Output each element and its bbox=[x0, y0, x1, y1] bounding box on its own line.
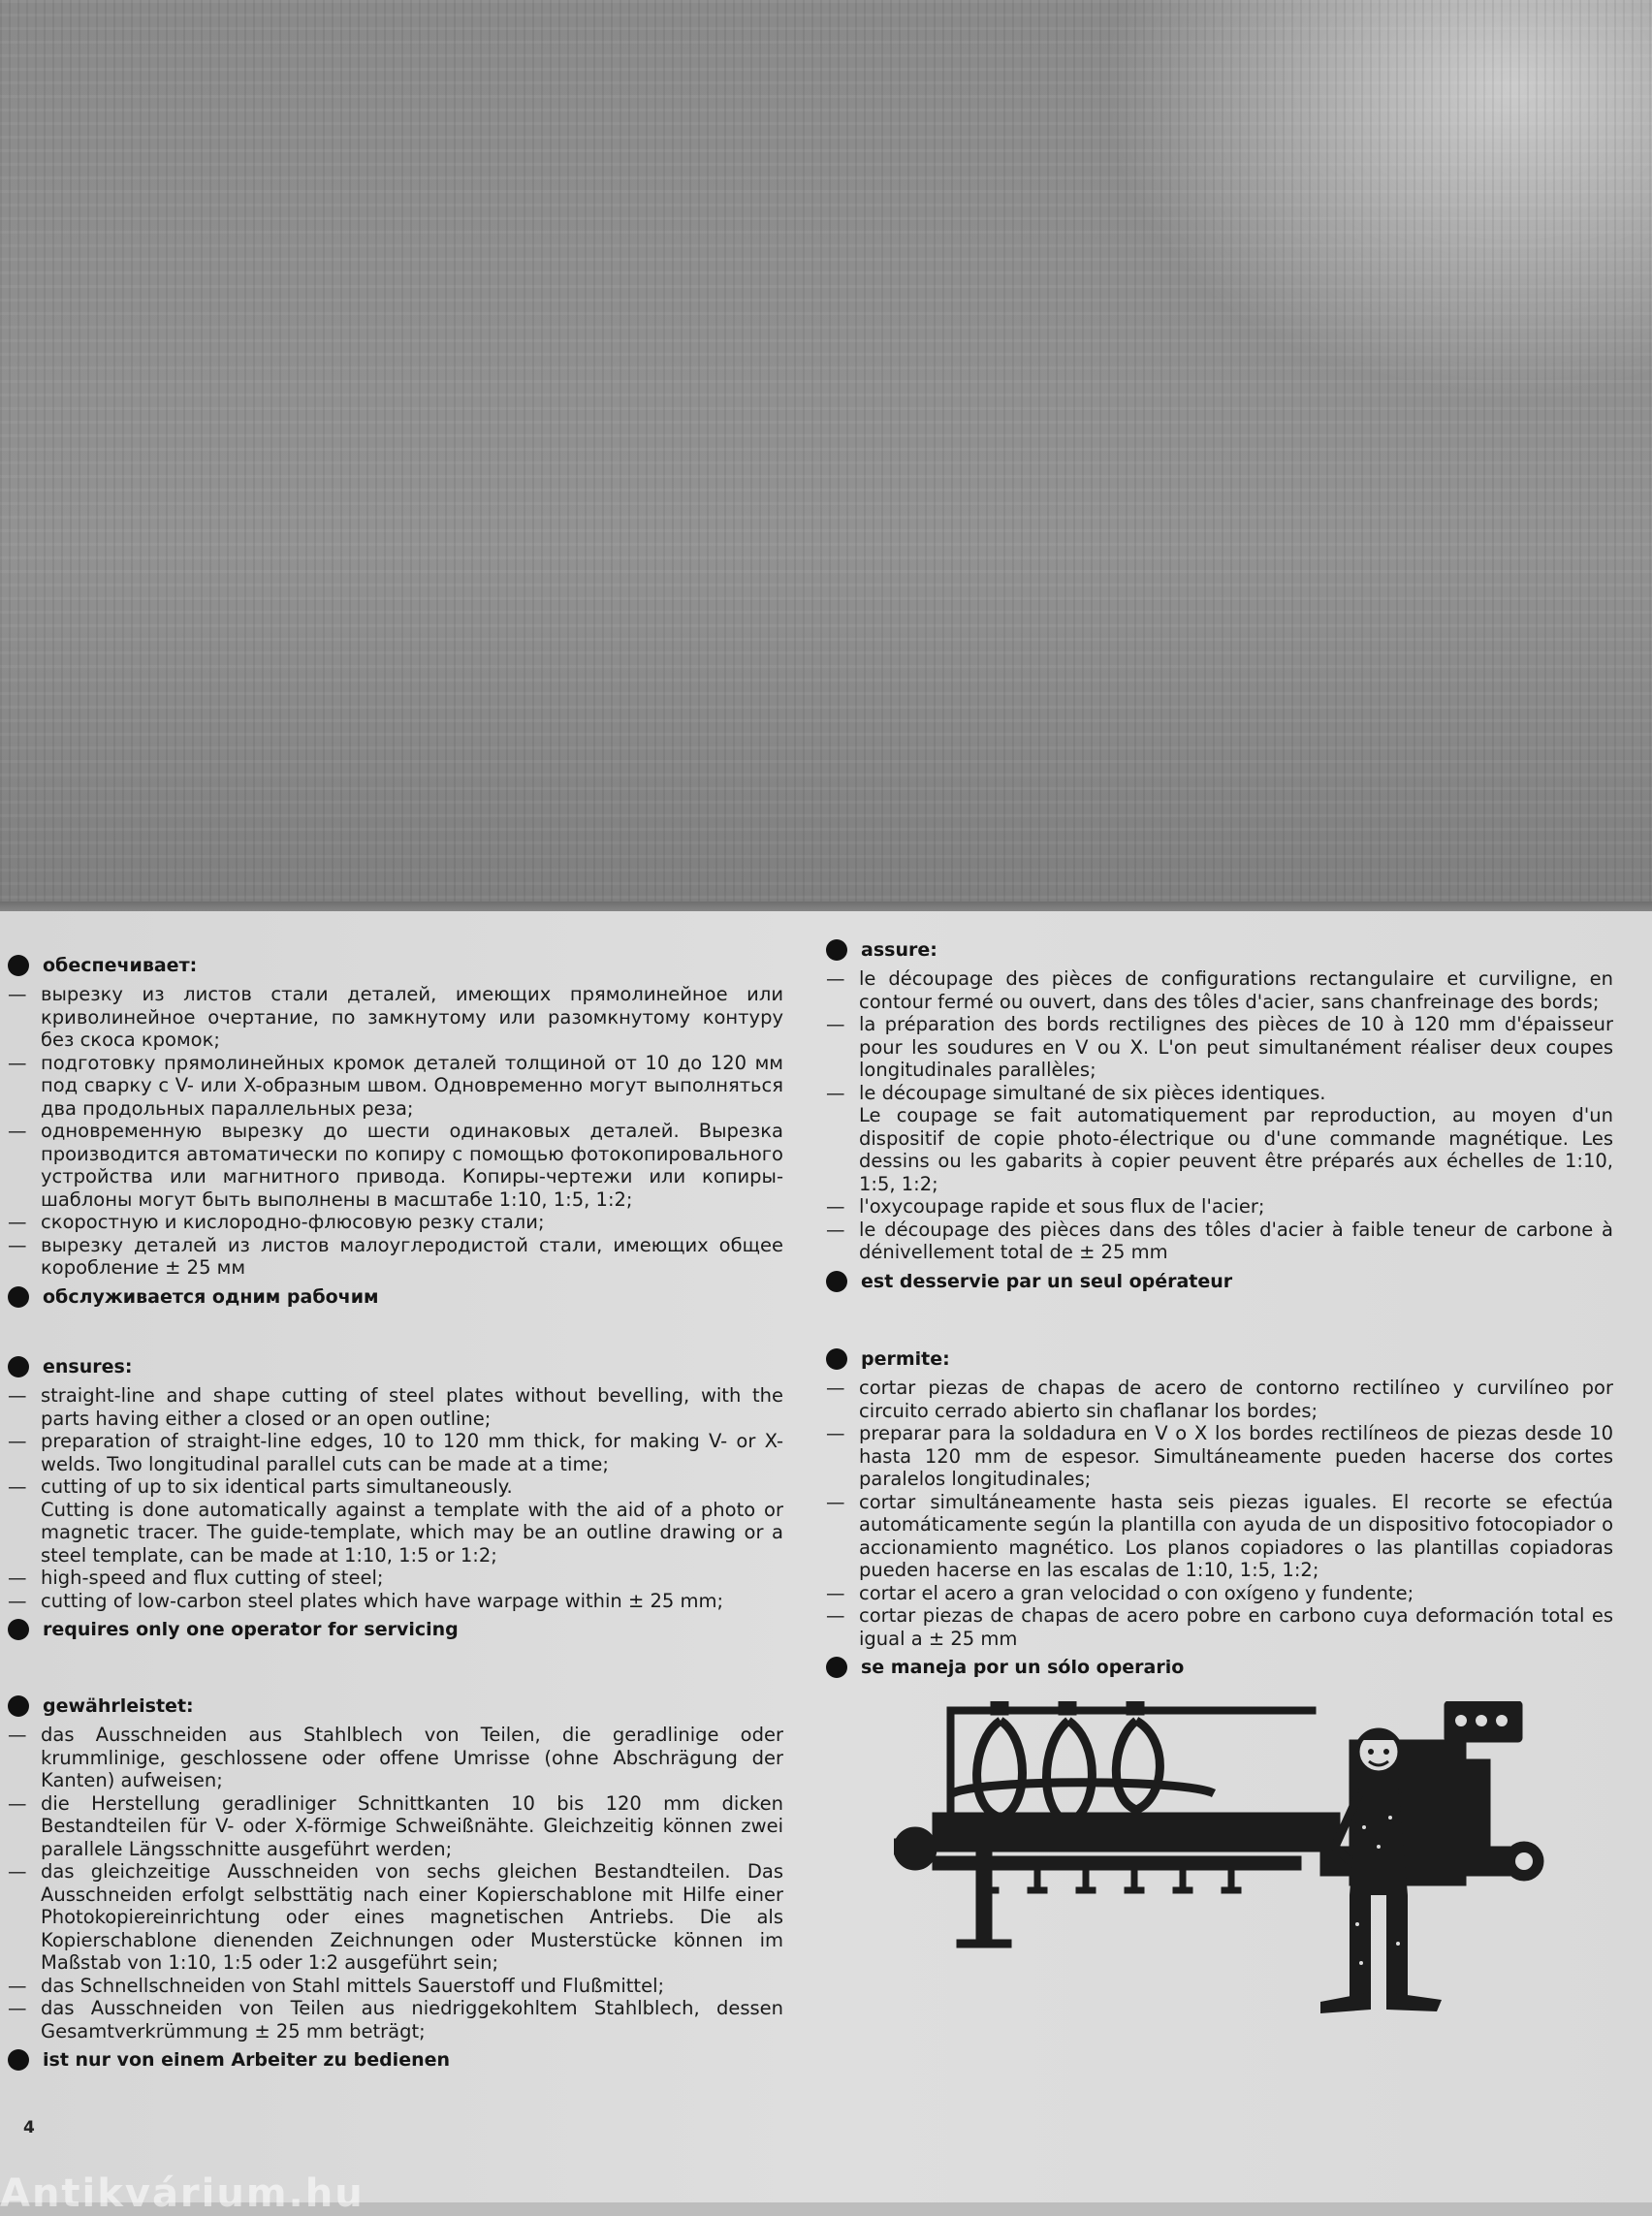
list-item: — die Herstellung geradliniger Schnittkanten 10 bis 120 mm dicken Bestandteilen für V- oder X-förmige Schweißnähte. Gleichzeitig können zwei parallele Längsschnitte ausgeführt werden; bbox=[8, 1792, 783, 1861]
list-item: — скоростную и кислородно-флюсовую резку стали; bbox=[8, 1211, 783, 1234]
torch-heads bbox=[979, 1870, 1241, 1893]
list-item: — das gleichzeitige Ausschneiden von sechs gleichen Bestandteilen. Das Ausschneiden erfolgt selbsttätig nach einer Kopierschablone mit Hilfe einer Photokopiereinrichtung oder eines magnetischen Antriebs. Die als Kopierschablone dienenden Zeichnungen oder Musterstücke können im Maßstab von 1:10, 1:5 oder 1:2 ausgeführt sein; bbox=[8, 1860, 783, 1975]
list-item: — straight-line and shape cutting of steel plates without bevelling, with the parts having either a closed or an open outline; bbox=[8, 1384, 783, 1430]
heading-text: обеспечивает: bbox=[43, 955, 198, 976]
machine-foot bbox=[957, 1940, 1011, 1947]
list-item: — das Ausschneiden von Teilen aus niedriggekohltem Stahlblech, dessen Gesamtverkrümmung ± 25 mm beträgt; bbox=[8, 1997, 783, 2042]
brochure-page bbox=[0, 911, 1652, 2216]
main-beam bbox=[933, 1813, 1340, 1852]
section-heading bbox=[826, 1347, 1613, 1371]
panel-light bbox=[1455, 1715, 1467, 1726]
section-spanish bbox=[826, 1347, 1613, 1679]
item-list bbox=[8, 983, 783, 1280]
panel-light bbox=[1476, 1715, 1487, 1726]
cabinet-side bbox=[1432, 1759, 1490, 1856]
bullet-icon bbox=[8, 1695, 29, 1717]
list-item: — preparar para la soldadura en V o X los bordes rectilíneos de piezas desde 10 hasta 120 mm de espesor. Simultáneamente pueden hacerse dos cortes paralelos longitudinales; bbox=[826, 1422, 1613, 1491]
section-heading bbox=[8, 1355, 783, 1378]
bullet-icon bbox=[8, 955, 29, 976]
wheel-axle bbox=[894, 1839, 933, 1854]
list-item: — cortar piezas de chapas de acero de contorno rectilíneo y curvilíneo por circuito cerrado abierto sin chaflanar los bordes; bbox=[826, 1377, 1613, 1422]
list-item: — подготовку прямолинейных кромок деталей толщиной от 10 до 120 мм под сварку с V- или X-образным швом. Одновременно могут выполняться два продольных параллельных реза; bbox=[8, 1052, 783, 1121]
section-footer bbox=[8, 1285, 783, 1309]
list-item: — cortar simultáneamente hasta seis piezas iguales. El recorte se efectúa automáticamente según la plantilla con ayuda de un dispositivo fotocopiador o accionamiento magnético. Los planos copiadores o las plantillas copiadoras pueden hacerse en las escalas de 1:10, 1:5, 1:2; bbox=[826, 1491, 1613, 1582]
heading-text: ensures: bbox=[43, 1356, 133, 1377]
bullet-icon bbox=[8, 2049, 29, 2071]
section-footer bbox=[826, 1270, 1613, 1293]
item-list bbox=[8, 1384, 783, 1612]
list-item: — l'oxycoupage rapide et sous flux de l'acier; bbox=[826, 1195, 1613, 1219]
list-item: — das Schnellschneiden von Stahl mittels Sauerstoff und Flußmittel; bbox=[8, 1975, 783, 1998]
wood-backdrop bbox=[0, 0, 1652, 916]
list-item: — вырезку из листов стали деталей, имеющих прямолинейное или криволинейное очертание, по замкнутому или разомкнутому контуру без скоса кромок; bbox=[8, 983, 783, 1052]
item-list bbox=[8, 1724, 783, 2042]
list-item: — le découpage des pièces dans des tôles d'acier à faible teneur de carbone à dénivellement total de ± 25 mm bbox=[826, 1219, 1613, 1264]
footer-text: est desservie par un seul opérateur bbox=[861, 1270, 1233, 1292]
list-item: — вырезку деталей из листов малоуглеродистой стали, имеющих общее коробление ± 25 мм bbox=[8, 1234, 783, 1280]
footer-text: ist nur von einem Arbeiter zu bedienen bbox=[43, 2049, 451, 2071]
bullet-icon bbox=[8, 1356, 29, 1377]
section-french bbox=[826, 938, 1613, 1293]
hook-block bbox=[1127, 1701, 1144, 1715]
section-heading bbox=[8, 954, 783, 977]
bullet-icon bbox=[826, 1348, 847, 1370]
machine-leg bbox=[976, 1852, 992, 1944]
heading-text: assure: bbox=[861, 939, 937, 961]
list-item: — la préparation des bords rectilignes des pièces de 10 à 120 mm d'épaisseur pour les soudures en V ou X. L'on peut simultanément réaliser deux coupes longitudinales parallèles; bbox=[826, 1013, 1613, 1082]
hook-block bbox=[1059, 1701, 1076, 1715]
bullet-icon bbox=[826, 1657, 847, 1678]
list-item: — одновременную вырезку до шести одинаковых деталей. Вырезка производится автоматически по копиру с помощью фотокопировального устройства или магнитного привода. Копиры-чертежи или копиры-шаблоны могут быть выполнены в масштабе 1:10, 1:5, 1:2; bbox=[8, 1120, 783, 1211]
wheel-hub bbox=[1515, 1852, 1533, 1870]
footer-text: обслуживается одним рабочим bbox=[43, 1285, 379, 1308]
machine-illustration bbox=[894, 1701, 1611, 2041]
list-item: — preparation of straight-line edges, 10 to 120 mm thick, for making V- or X-welds. Two longitudinal parallel cuts can be made at a time; bbox=[8, 1430, 783, 1475]
section-german bbox=[8, 1694, 783, 2072]
bullet-icon bbox=[826, 939, 847, 961]
list-item: — cutting of up to six identical parts simultaneously. Cutting is done automatically against a template with the aid of a photo or magnetic tracer. The guide-template, which may be an outline drawing or a steel template, can be made at 1:10, 1:5 or 1:2; bbox=[8, 1475, 783, 1567]
hook-block bbox=[991, 1701, 1008, 1715]
list-item: — cutting of low-carbon steel plates which have warpage within ± 25 mm; bbox=[8, 1590, 783, 1613]
heading-text: permite: bbox=[861, 1348, 950, 1370]
hanging-parts bbox=[952, 1721, 1214, 1822]
page-number: 4 bbox=[23, 2118, 35, 2137]
section-russian bbox=[8, 954, 783, 1309]
bullet-icon bbox=[8, 1619, 29, 1640]
item-list bbox=[826, 1377, 1613, 1650]
heading-text: gewährleistet: bbox=[43, 1695, 194, 1717]
panel-light bbox=[1496, 1715, 1508, 1726]
list-item: — le découpage des pièces de configurations rectangulaire et curviligne, en contour fermé ou ouvert, dans des tôles d'acier, sans chanfreinage des bords; bbox=[826, 967, 1613, 1013]
list-item: — le découpage simultané de six pièces identiques. Le coupage se fait automatiquement par reproduction, au moyen d'un dispositif de copie photo-électrique ou d'une commande magnétique. Les dessins ou les gabarits à copier peuvent être préparés aux échelles de 1:10, 1:5, 1:2; bbox=[826, 1082, 1613, 1196]
section-footer bbox=[8, 2048, 783, 2072]
footer-text: requires only one operator for servicing bbox=[43, 1619, 459, 1640]
list-item: — das Ausschneiden aus Stahlblech von Teilen, die geradlinige oder krummlinige, geschlossene oder offene Umrisse (ohne Abschrägung der Kanten) aufweisen; bbox=[8, 1724, 783, 1792]
bullet-icon bbox=[8, 1286, 29, 1308]
footer-text: se maneja por un sólo operario bbox=[861, 1657, 1185, 1678]
list-item: — high-speed and flux cutting of steel; bbox=[8, 1567, 783, 1590]
list-item: — cortar piezas de chapas de acero pobre en carbono cuya deformación total es igual a ± 25 mm bbox=[826, 1604, 1613, 1650]
item-list bbox=[826, 967, 1613, 1264]
section-heading bbox=[8, 1694, 783, 1718]
watermark-text: Antikvárium.hu bbox=[0, 2171, 365, 2216]
section-english bbox=[8, 1355, 783, 1641]
section-footer bbox=[826, 1656, 1613, 1679]
section-heading bbox=[826, 938, 1613, 962]
bullet-icon bbox=[826, 1271, 847, 1292]
section-footer bbox=[8, 1618, 783, 1641]
list-item: — cortar el acero a gran velocidad o con oxígeno y fundente; bbox=[826, 1582, 1613, 1605]
